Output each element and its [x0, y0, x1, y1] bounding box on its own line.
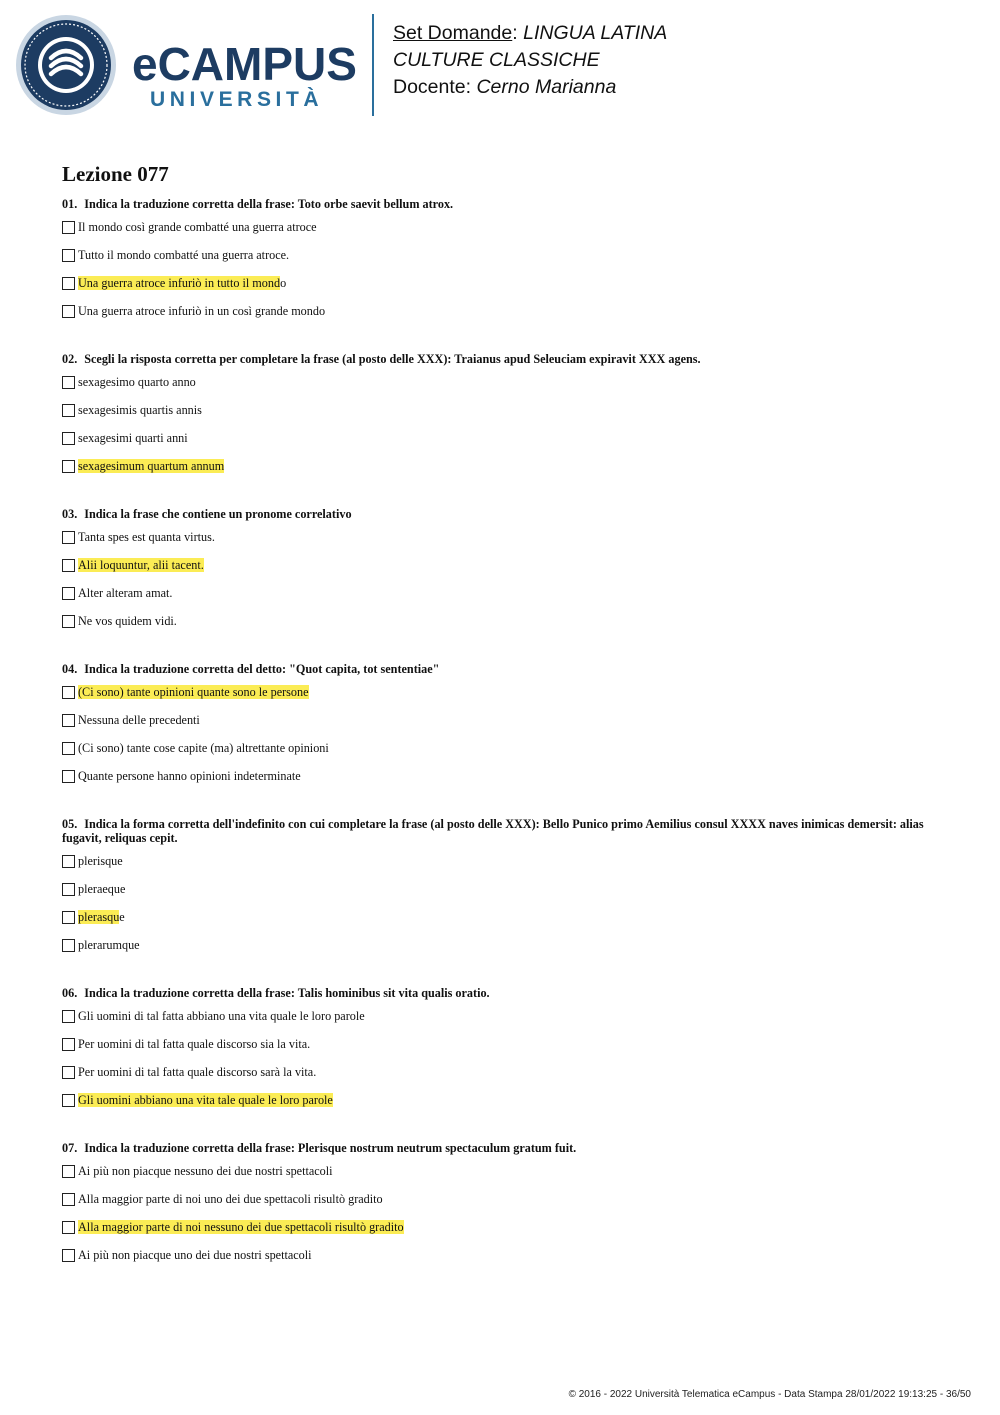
option-label [78, 1093, 333, 1108]
checkbox-icon[interactable] [62, 911, 75, 924]
checkbox-icon[interactable] [62, 249, 75, 262]
teacher-name: Cerno Marianna [476, 76, 617, 98]
option-plain-text: e [119, 910, 125, 924]
option-label [78, 1220, 404, 1235]
option-highlighted-text: Alla maggior parte di noi nessuno dei due spettacoli risultò gradito [78, 1220, 404, 1234]
option-plain-text: o [280, 276, 287, 290]
answer-option[interactable] [62, 770, 942, 798]
option-plain-text: Ai più non piacque nessuno dei due nostri spettacoli [78, 1164, 333, 1178]
checkbox-icon[interactable] [62, 277, 75, 290]
question-block [62, 986, 942, 1122]
question-text [62, 197, 942, 211]
answer-option[interactable] [62, 432, 942, 460]
option-plain-text: Tanta spes est quanta virtus. [78, 530, 215, 544]
teacher-label: Docente: [393, 76, 477, 98]
option-plain-text: Alter alteram amat. [78, 586, 173, 600]
question-text [62, 986, 942, 1000]
set-info: Set Domande: LINGUA LATINA CULTURE CLASSICHE Docente: Cerno Marianna [393, 22, 668, 98]
checkbox-icon[interactable] [62, 305, 75, 318]
checkbox-icon[interactable] [62, 432, 75, 445]
question-block [62, 817, 942, 967]
university-seal-logo [15, 14, 117, 116]
header-divider [372, 14, 374, 116]
option-label [78, 304, 325, 319]
question-block [62, 507, 942, 643]
question-block [62, 352, 942, 488]
question-number: 07. [62, 1141, 78, 1155]
checkbox-icon[interactable] [62, 770, 75, 783]
option-label [78, 1037, 310, 1052]
subject-line2: CULTURE CLASSICHE [393, 49, 600, 71]
answer-option[interactable] [62, 939, 942, 967]
answer-option[interactable] [62, 1038, 942, 1066]
checkbox-icon[interactable] [62, 404, 75, 417]
page-header [0, 0, 1000, 140]
answer-option[interactable] [62, 376, 942, 404]
question-prompt: Indica la traduzione corretta del detto: "Quot capita, tot sententiae" [84, 662, 440, 676]
checkbox-icon[interactable] [62, 1165, 75, 1178]
checkbox-icon[interactable] [62, 1193, 75, 1206]
question-text [62, 1141, 942, 1155]
option-label [78, 1164, 333, 1179]
question-number: 05. [62, 817, 78, 831]
option-plain-text: plerarumque [78, 938, 140, 952]
option-plain-text: plerisque [78, 854, 123, 868]
option-plain-text: Per uomini di tal fatta quale discorso sarà la vita. [78, 1065, 317, 1079]
option-plain-text: Ne vos quidem vidi. [78, 614, 177, 628]
answer-option[interactable] [62, 305, 942, 333]
question-prompt: Indica la frase che contiene un pronome correlativo [84, 507, 352, 521]
checkbox-icon[interactable] [62, 939, 75, 952]
option-label [78, 431, 188, 446]
answer-option[interactable] [62, 855, 942, 883]
checkbox-icon[interactable] [62, 1221, 75, 1234]
option-plain-text: Il mondo così grande combatté una guerra atroce [78, 220, 317, 234]
answer-option[interactable] [62, 1193, 942, 1221]
option-plain-text: Gli uomini di tal fatta abbiano una vita quale le loro parole [78, 1009, 365, 1023]
option-label [78, 713, 200, 728]
answer-option[interactable] [62, 615, 942, 643]
checkbox-icon[interactable] [62, 742, 75, 755]
answer-option[interactable] [62, 742, 942, 770]
option-label [78, 769, 301, 784]
question-list [62, 197, 942, 1296]
answer-option[interactable] [62, 531, 942, 559]
option-plain-text: pleraeque [78, 882, 126, 896]
option-label [78, 910, 125, 925]
option-label [78, 685, 309, 700]
answer-option[interactable] [62, 686, 942, 714]
option-highlighted-text: plerasqu [78, 910, 120, 924]
option-plain-text: sexagesimi quarti anni [78, 431, 188, 445]
answer-option[interactable] [62, 559, 942, 587]
option-label [78, 1065, 316, 1080]
checkbox-icon[interactable] [62, 686, 75, 699]
option-label [78, 1192, 383, 1207]
question-prompt: Indica la forma corretta dell'indefinito con cui completare la frase (al posto delle XXX): Bello Punico primo Aemilius consul XXXX naves inimicas demersit: alias fugavit, reliquas cepit. [62, 817, 924, 845]
option-highlighted-text: Una guerra atroce infuriò in tutto il mond [78, 276, 281, 290]
lesson-title: Lezione 077 [62, 162, 169, 186]
brand-name: eCAMPUS [132, 38, 357, 90]
checkbox-icon[interactable] [62, 615, 75, 628]
option-plain-text: Per uomini di tal fatta quale discorso sia la vita. [78, 1037, 311, 1051]
checkbox-icon[interactable] [62, 1249, 75, 1262]
checkbox-icon[interactable] [62, 883, 75, 896]
question-prompt: Indica la traduzione corretta della frase: Toto orbe saevit bellum atrox. [84, 197, 454, 211]
option-plain-text: Ai più non piacque uno dei due nostri spettacoli [78, 1248, 312, 1262]
question-number: 04. [62, 662, 78, 676]
question-block [62, 1141, 942, 1277]
answer-option[interactable] [62, 221, 942, 249]
option-highlighted-text: sexagesimum quartum annum [78, 459, 225, 473]
checkbox-icon[interactable] [62, 714, 75, 727]
checkbox-icon[interactable] [62, 460, 75, 473]
option-label [78, 614, 177, 629]
option-label [78, 403, 202, 418]
answer-option[interactable] [62, 249, 942, 277]
answer-option[interactable] [62, 1010, 942, 1038]
answer-option[interactable] [62, 714, 942, 742]
question-block [62, 662, 942, 798]
checkbox-icon[interactable] [62, 587, 75, 600]
answer-option[interactable] [62, 1221, 942, 1249]
answer-option[interactable] [62, 911, 942, 939]
option-label [78, 220, 317, 235]
option-plain-text: sexagesimis quartis annis [78, 403, 202, 417]
option-plain-text: sexagesimo quarto anno [78, 375, 196, 389]
answer-option[interactable] [62, 277, 942, 305]
answer-option[interactable] [62, 404, 942, 432]
question-prompt: Indica la traduzione corretta della frase: Plerisque nostrum neutrum spectaculum gratum fuit. [84, 1141, 577, 1155]
option-label [78, 938, 140, 953]
option-label [78, 459, 224, 474]
answer-option[interactable] [62, 1165, 942, 1193]
question-block [62, 197, 942, 333]
page-footer: © 2016 - 2022 Università Telematica eCampus - Data Stampa 28/01/2022 19:13:25 - 36/50 [568, 1389, 971, 1400]
question-text [62, 817, 942, 845]
option-label [78, 276, 286, 291]
checkbox-icon[interactable] [62, 376, 75, 389]
answer-option[interactable] [62, 587, 942, 615]
brand-subtitle: UNIVERSITÀ [150, 88, 324, 111]
checkbox-icon[interactable] [62, 1094, 75, 1107]
option-highlighted-text: Gli uomini abbiano una vita tale quale le loro parole [78, 1093, 333, 1107]
question-text [62, 662, 942, 676]
option-label [78, 375, 196, 390]
option-label [78, 248, 289, 263]
checkbox-icon[interactable] [62, 221, 75, 234]
question-number: 02. [62, 352, 78, 366]
checkbox-icon[interactable] [62, 531, 75, 544]
option-highlighted-text: Alii loquuntur, alii tacent. [78, 558, 204, 572]
question-text [62, 352, 942, 366]
option-label [78, 1248, 312, 1263]
question-prompt: Indica la traduzione corretta della frase: Talis hominibus sit vita qualis oratio. [84, 986, 490, 1000]
option-label [78, 1009, 365, 1024]
answer-option[interactable] [62, 883, 942, 911]
option-plain-text: Quante persone hanno opinioni indeterminate [78, 769, 301, 783]
checkbox-icon[interactable] [62, 1010, 75, 1023]
option-plain-text: Una guerra atroce infuriò in un così grande mondo [78, 304, 326, 318]
option-label [78, 586, 172, 601]
subject-line1: LINGUA LATINA [523, 22, 668, 44]
option-label [78, 558, 204, 573]
option-label [78, 854, 123, 869]
option-plain-text: Alla maggior parte di noi uno dei due spettacoli risultò gradito [78, 1192, 383, 1206]
option-plain-text: Tutto il mondo combatté una guerra atroce. [78, 248, 290, 262]
question-number: 06. [62, 986, 78, 1000]
option-label [78, 530, 215, 545]
set-label: Set Domande [393, 22, 513, 44]
answer-option[interactable] [62, 1066, 942, 1094]
question-text [62, 507, 942, 521]
question-number: 03. [62, 507, 78, 521]
answer-option[interactable] [62, 1094, 942, 1122]
checkbox-icon[interactable] [62, 1038, 75, 1051]
question-prompt: Scegli la risposta corretta per completare la frase (al posto delle XXX): Traianus apud Seleuciam expiravit XXX agens. [84, 352, 701, 366]
option-plain-text: Nessuna delle precedenti [78, 713, 200, 727]
checkbox-icon[interactable] [62, 855, 75, 868]
brand-wordmark [132, 40, 357, 112]
question-number: 01. [62, 197, 78, 211]
option-highlighted-text: (Ci sono) tante opinioni quante sono le persone [78, 685, 309, 699]
checkbox-icon[interactable] [62, 1066, 75, 1079]
option-label [78, 882, 125, 897]
answer-option[interactable] [62, 1249, 942, 1277]
option-plain-text: (Ci sono) tante cose capite (ma) altrettante opinioni [78, 741, 329, 755]
option-label [78, 741, 329, 756]
answer-option[interactable] [62, 460, 942, 488]
checkbox-icon[interactable] [62, 559, 75, 572]
